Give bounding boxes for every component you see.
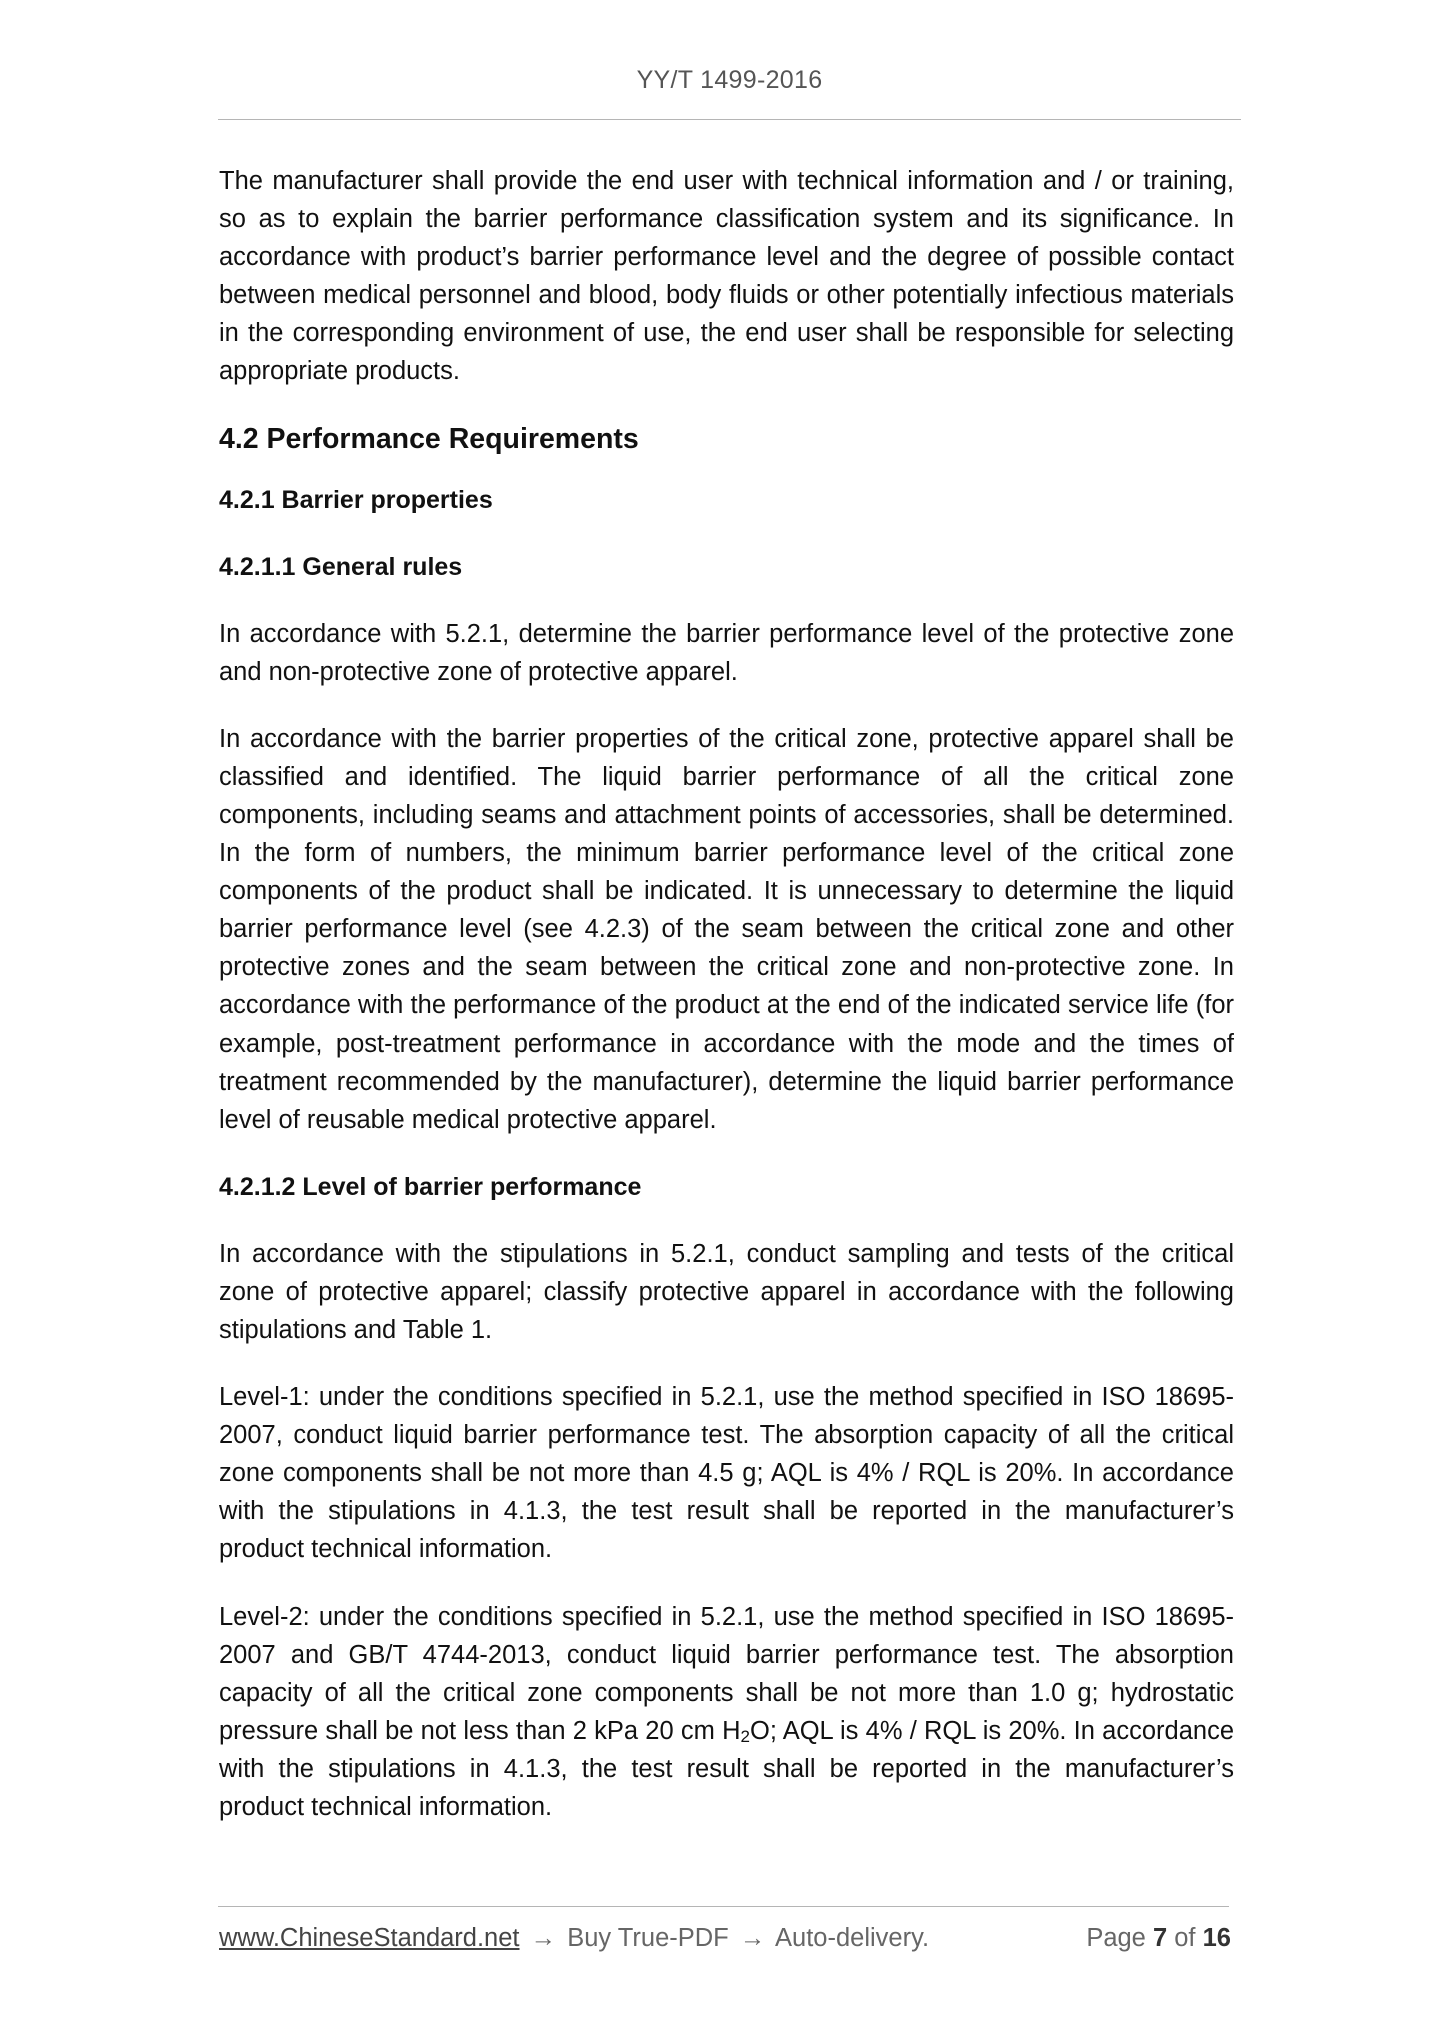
general-rules-paragraph-1: In accordance with 5.2.1, determine the barrier performance level of the protective zone and non-protective zone of protective apparel. — [219, 619, 1234, 686]
level-intro-paragraph: In accordance with the stipulations in 5.2.1, conduct sampling and tests of the critical zone of protective apparel; classify protective apparel in accordance with the following stipulations and Table 1. — [219, 1239, 1234, 1344]
page-header: YY/T 1499-2016 — [636, 66, 823, 94]
section-heading-4-2: 4.2 Performance Requirements — [219, 422, 639, 455]
page-footer — [219, 1924, 1231, 1964]
level-2-text-part1: Level-2: under the conditions specified in 5.2.1, use the method specified in ISO 18695-2007 and GB/T 4744-2013, conduct liquid barrier performance test. The absorption capacity of all the critical zone components shall be not more than 1.0 g; hydrostatic pressure shall be not less than 2 kPa 20 cm H — [219, 1602, 1234, 1745]
page-content — [219, 162, 1234, 1855]
section-heading-4-2-1-1: 4.2.1.1 General rules — [219, 552, 463, 581]
of-label: of — [1174, 1924, 1196, 1952]
footer-promo — [219, 1924, 929, 1953]
level-2-paragraph — [219, 1598, 1234, 1827]
delivery-text: Auto-delivery. — [775, 1924, 930, 1952]
buy-text: Buy True-PDF — [567, 1924, 729, 1952]
section-heading-4-2-1: 4.2.1 Barrier properties — [219, 485, 493, 514]
total-pages-number: 16 — [1202, 1924, 1231, 1952]
arrow-right-icon: → — [530, 1924, 557, 1952]
header-divider — [218, 119, 1241, 120]
page-label: Page — [1086, 1924, 1146, 1952]
current-page-number: 7 — [1152, 1924, 1168, 1952]
page-indicator — [1086, 1924, 1231, 1953]
footer-divider — [218, 1906, 1229, 1907]
level-1-paragraph: Level-1: under the conditions specified in 5.2.1, use the method specified in ISO 18695-2007, conduct liquid barrier performance test. The absorption capacity of all the critical zone components shall be not more than 4.5 g; AQL is 4% / RQL is 20%. In accordance with the stipulations in 4.1.3, the test result shall be reported in the manufacturer’s product technical information. — [219, 1383, 1234, 1564]
intro-paragraph: The manufacturer shall provide the end user with technical information and / or training, so as to explain the barrier performance classification system and its significance. In accordance with product’s barrier performance level and the degree of possible contact between medical personnel and blood, body fluids or other potentially infectious materials in the corresponding environment of use, the end user shall be responsible for selecting appropriate products. — [219, 167, 1234, 386]
general-rules-paragraph-2: In accordance with the barrier properties of the critical zone, protective apparel shall be classified and identified. The liquid barrier performance of all the critical zone components, including seams and attachment points of accessories, shall be determined. In the form of numbers, the minimum barrier performance level of the critical zone components of the product shall be indicated. It is unnecessary to determine the liquid barrier performance level (see 4.2.3) of the seam between the critical zone and other protective zones and the seam between the critical zone and non-protective zone. In accordance with the performance of the product at the end of the indicated service life (for example, post-treatment performance in accordance with the mode and the times of treatment recommended by the manufacturer), determine the liquid barrier performance level of reusable medical protective apparel. — [219, 724, 1234, 1134]
arrow-right-icon: → — [739, 1924, 766, 1952]
website-link[interactable]: www.ChineseStandard.net — [219, 1924, 520, 1952]
section-heading-4-2-1-2: 4.2.1.2 Level of barrier performance — [219, 1172, 642, 1201]
subscript-2: 2 — [740, 1726, 750, 1746]
level-2-text-part2: O; AQL is 4% / RQL is 20%. In accordance with the stipulations in 4.1.3, the test result shall be reported in the manufacturer’s product technical information. — [219, 1716, 1235, 1821]
